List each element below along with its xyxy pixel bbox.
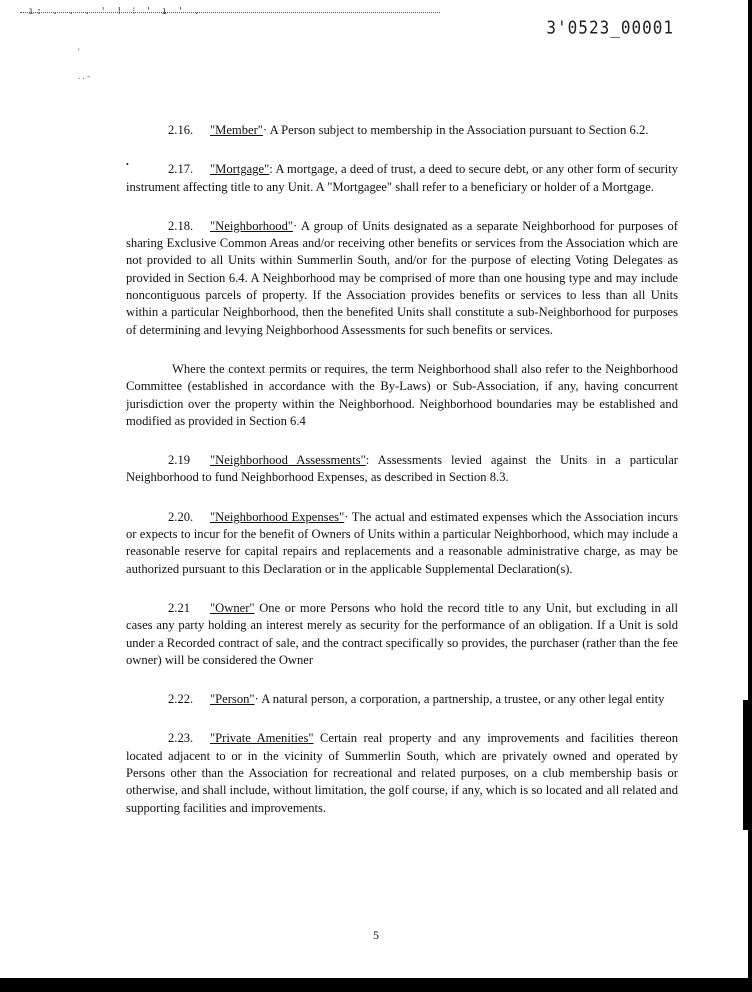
- defined-term: "Neighborhood": [210, 218, 294, 233]
- stray-bullet: •: [126, 160, 129, 169]
- definition-text: The actual and estimated expenses which the Association incurs or expects to incur for the benefit of Owners of Units within a particular Neighborhood, which may include a reasonable reserve for capital repairs and replacements and a reasonable administrative charge, as may be authorized pursuant to this Declaration or in the applicable Supplemental Declaration(s).: [126, 509, 678, 576]
- speck-1: ': [78, 47, 80, 57]
- definition-2-20: [126, 509, 678, 578]
- definition-text: A group of Units designated as a separate Neighborhood for purposes of sharing Exclusive Common Areas and/or receiving other benefits or services from the Association which are not provided to all Units within Summerlin South, and/or for the purpose of electing Voting Delegates as provided in Section 6.4. A Neighborhood may be comprised of more than one housing type and may include noncontiguous parcels of property. If the Association provides benefits or services to less than all Units within a particular Neighborhood, then the benefited Units shall constitute a sub-Neighborhood for purposes of determining and levying Neighborhood Assessments for such benefits or services.: [126, 218, 678, 337]
- section-number: 2.23.: [168, 731, 194, 746]
- defined-term: "Neighborhood Expenses": [210, 509, 345, 524]
- definition-text: One or more Persons who hold the record title to any Unit, but excluding in all cases any party holding an interest merely as security for the performance of an obligation. If a Unit is sold under a Recorded contract of sale, and the contract specifically so provides, the purchaser (rather than the fee owner) will be considered the Owner: [126, 600, 678, 667]
- scan-header-marks: ı: . . . ' ! ⁝ ' ı ' .: [28, 6, 202, 17]
- section-number: 2.18.: [168, 218, 194, 233]
- speck-2: . . -: [78, 71, 90, 81]
- definition-2-18-continuation: Where the context permits or requires, the term Neighborhood shall also refer to the Neighborhood Committee (established in accordance with the By-Laws) or Sub-Association, if any, having concurrent jurisdiction over the property within the Neighborhood. Neighborhood boundaries may be established and modified as provided in Section 6.4: [126, 361, 678, 428]
- scan-border-right-mark: [743, 700, 748, 830]
- term-punct: :: [365, 453, 370, 468]
- scan-border-right: [748, 0, 752, 992]
- section-number: 2.17.: [168, 162, 194, 177]
- term-punct: ·: [254, 692, 259, 707]
- section-number: 2.16.: [168, 123, 194, 137]
- page-number: 5: [373, 928, 379, 942]
- defined-term: "Member": [210, 123, 263, 137]
- definition-text: Assessments levied against the Units in a particular Neighborhood to fund Neighborhood Expenses, as described in Section 8.3.: [126, 453, 678, 485]
- section-number: 2.21: [168, 600, 191, 615]
- definition-2-16: [126, 122, 678, 139]
- term-punct: ·: [262, 123, 268, 137]
- defined-term: "Person": [210, 692, 255, 707]
- scan-specks: [78, 40, 90, 88]
- document-body: [126, 122, 678, 839]
- term-punct: :: [269, 162, 273, 177]
- definition-text: A Person subject to membership in the Association pursuant to Section 6.2.: [267, 123, 649, 137]
- definition-2-18: [126, 218, 678, 339]
- definition-text: Certain real property and any improvements and facilities thereon located adjacent to or in the vicinity of Summerlin South, which are privately owned and operated by Persons other than the Association for recreational and related purposes, on a club membership basis or otherwise, and shall include, without limitation, the golf course, if any, which is so located and all related and supporting facilities and improvements.: [126, 731, 679, 815]
- section-number: 2.20.: [168, 509, 194, 524]
- definition-text: A natural person, a corporation, a partnership, a trustee, or any other legal entity: [258, 692, 665, 707]
- defined-term: "Mortgage": [210, 162, 270, 177]
- definition-text: A mortgage, a deed of trust, a deed to secure debt, or any other form of security instrument affecting title to any Unit. A "Mortgagee" shall refer to a beneficiary or holder of a Mortgage.: [126, 162, 678, 194]
- defined-term: "Neighborhood Assessments": [210, 453, 366, 468]
- term-punct: ·: [293, 218, 298, 233]
- document-id-stamp: 3'0523_00001: [546, 17, 674, 38]
- defined-term: "Owner": [210, 600, 255, 615]
- defined-term: "Private Amenities": [210, 731, 314, 746]
- definition-2-21: [126, 600, 678, 669]
- definition-2-17: [126, 161, 678, 196]
- scan-border-bottom: [0, 978, 752, 992]
- definition-2-22: [126, 691, 678, 708]
- section-number: 2.19: [168, 453, 191, 468]
- section-number: 2.22.: [168, 692, 194, 707]
- definition-2-23: [126, 730, 678, 816]
- definition-2-19: [126, 452, 678, 487]
- term-punct: ·: [344, 509, 349, 524]
